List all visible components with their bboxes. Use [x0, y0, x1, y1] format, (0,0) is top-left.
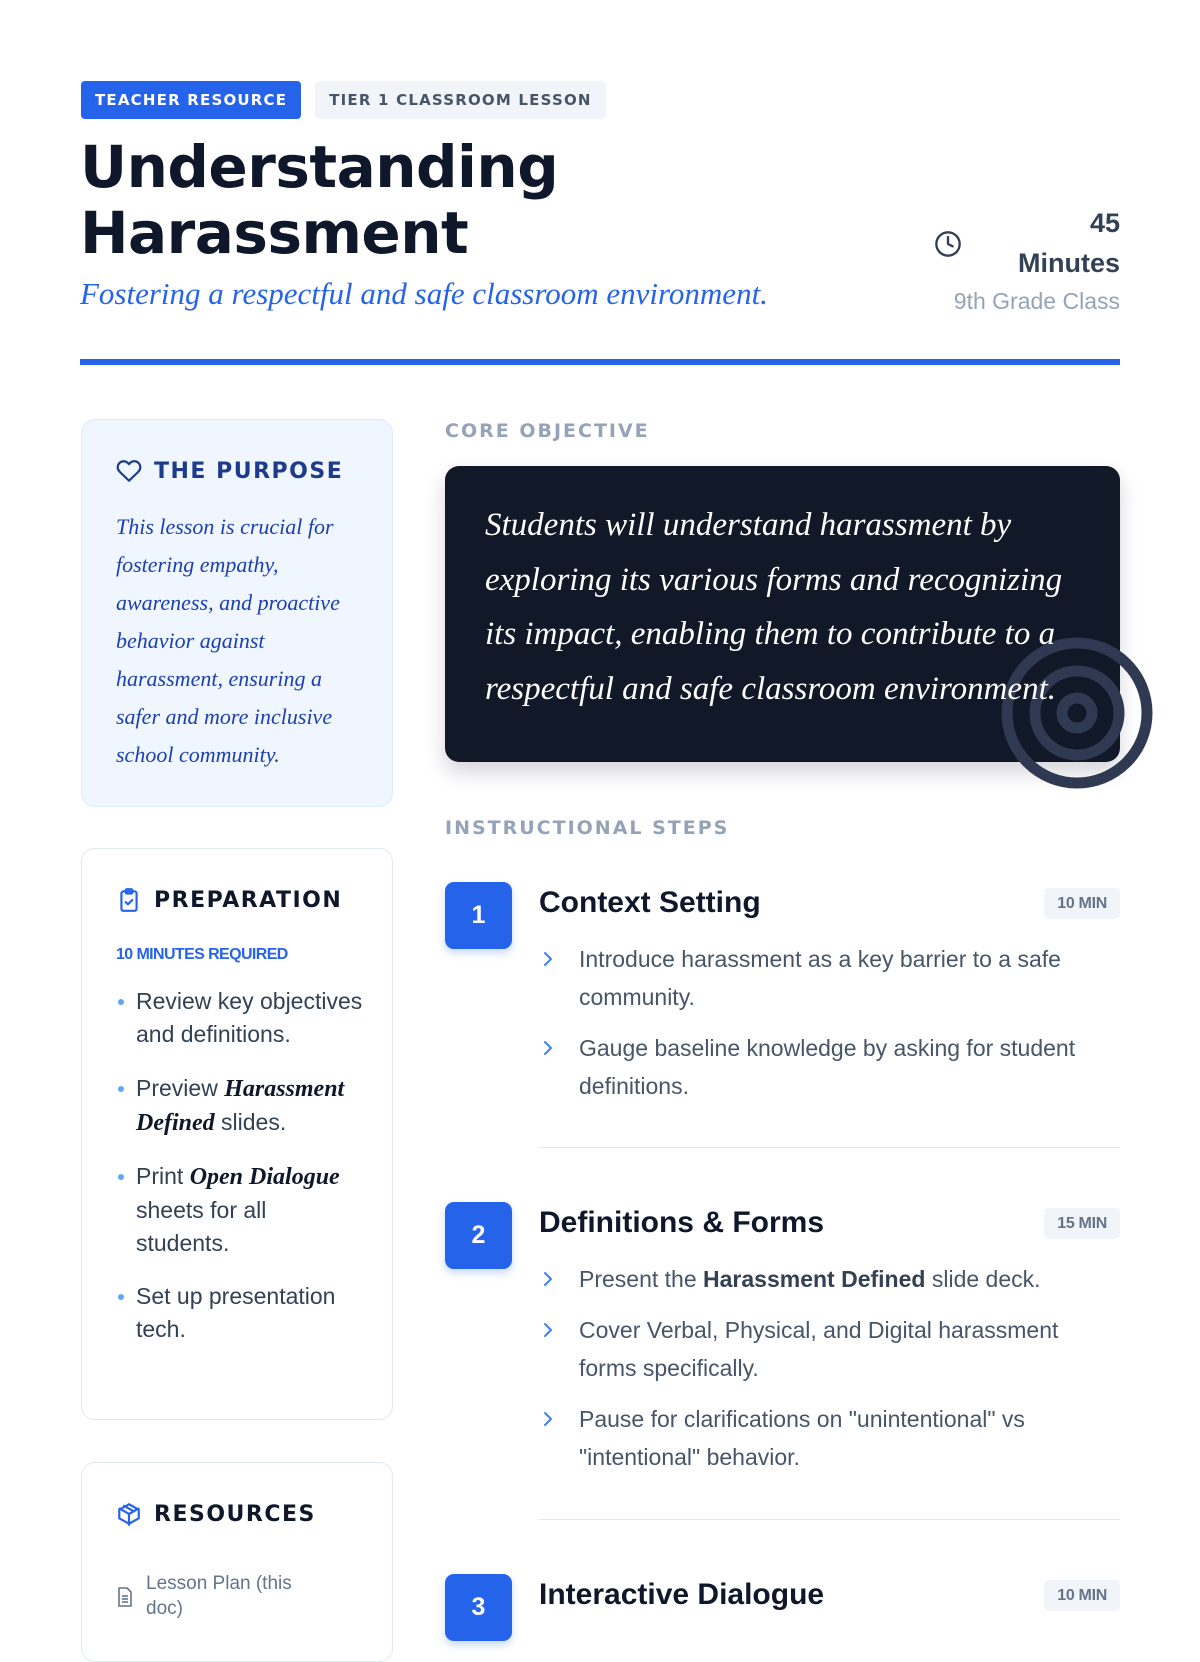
preparation-item: Review key objectives and definitions.	[116, 985, 366, 1052]
preparation-item: Preview Harassment Defined slides.	[116, 1072, 366, 1140]
step-item: Pause for clarifications on "unintentional" vs "intentional" behavior.	[539, 1400, 1120, 1476]
resources-title: RESOURCES	[154, 1501, 316, 1527]
preparation-title: PREPARATION	[154, 887, 343, 913]
resource-item[interactable]	[116, 1571, 326, 1621]
badge-group	[81, 81, 606, 119]
core-objective-panel	[445, 466, 1120, 762]
chevron-right-icon	[541, 1040, 555, 1056]
page-title	[80, 134, 558, 266]
title-line-2: Harassment	[80, 199, 469, 267]
step-2	[445, 1202, 1120, 1522]
resource-label[interactable]: Lesson Plan (this doc)	[146, 1573, 292, 1619]
step-duration-badge: 10 MIN	[1044, 888, 1120, 919]
purpose-card	[81, 419, 393, 807]
preparation-list	[116, 985, 366, 1367]
purpose-text: This lesson is crucial for fostering empathy, awareness, and proactive behavior against harassment, ensuring a safer and more inclusive school community.	[116, 514, 340, 767]
step-item-list	[539, 1260, 1120, 1489]
document-icon	[116, 1587, 134, 1607]
step-number: 1	[445, 882, 512, 949]
header-divider	[80, 359, 1120, 365]
duration-block	[920, 206, 1120, 318]
resources-card	[81, 1462, 393, 1662]
step-number: 3	[445, 1574, 512, 1641]
instructional-steps-label: INSTRUCTIONAL STEPS	[445, 817, 730, 839]
preparation-item: Set up presentation tech.	[116, 1280, 366, 1347]
step-divider	[539, 1519, 1120, 1520]
step-item: Introduce harassment as a key barrier to a safe community.	[539, 940, 1120, 1016]
chevron-right-icon	[541, 1322, 555, 1338]
step-item-list	[539, 940, 1120, 1118]
core-objective-text: Students will understand harassment by exploring its various forms and recognizing its impact, enabling them to contribute to a respectful and safe classroom environment.	[485, 507, 1063, 707]
step-item: Cover Verbal, Physical, and Digital harassment forms specifically.	[539, 1311, 1120, 1387]
heart-icon	[116, 458, 142, 484]
step-item: Present the Harassment Defined slide deck.	[539, 1260, 1120, 1298]
preparation-header	[116, 887, 342, 913]
step-duration-badge: 15 MIN	[1044, 1208, 1120, 1239]
teacher-resource-badge: TEACHER RESOURCE	[81, 81, 301, 119]
step-title: Context Setting	[539, 886, 761, 919]
purpose-header	[116, 458, 343, 484]
duration-value: 45	[1089, 208, 1120, 238]
step-title: Interactive Dialogue	[539, 1578, 825, 1611]
chevron-right-icon	[541, 1271, 555, 1287]
core-objective-label: CORE OBJECTIVE	[445, 420, 650, 442]
chevron-right-icon	[541, 951, 555, 967]
box-icon	[116, 1501, 142, 1527]
purpose-title: THE PURPOSE	[154, 458, 344, 484]
clipboard-check-icon	[116, 887, 142, 913]
lesson-tier-badge: TIER 1 CLASSROOM LESSON	[315, 81, 605, 119]
preparation-time: 10 MINUTES REQUIRED	[116, 946, 288, 963]
chevron-right-icon	[541, 1411, 555, 1427]
step-3	[445, 1574, 1120, 1621]
page-subtitle: Fostering a respectful and safe classroom environment.	[80, 276, 768, 311]
step-duration-badge: 10 MIN	[1044, 1580, 1120, 1611]
duration-unit: Minutes	[1017, 248, 1120, 278]
preparation-item: Print Open Dialogue sheets for all students.	[116, 1160, 366, 1260]
step-1	[445, 882, 1120, 1152]
preparation-card	[81, 848, 393, 1420]
title-line-1: Understanding	[80, 133, 559, 201]
grade-level: 9th Grade Class	[953, 288, 1120, 314]
step-title: Definitions & Forms	[539, 1206, 825, 1239]
step-divider	[539, 1147, 1120, 1148]
step-number: 2	[445, 1202, 512, 1269]
clock-icon	[934, 230, 962, 258]
resources-header	[116, 1501, 316, 1527]
step-item: Gauge baseline knowledge by asking for student definitions.	[539, 1029, 1120, 1105]
